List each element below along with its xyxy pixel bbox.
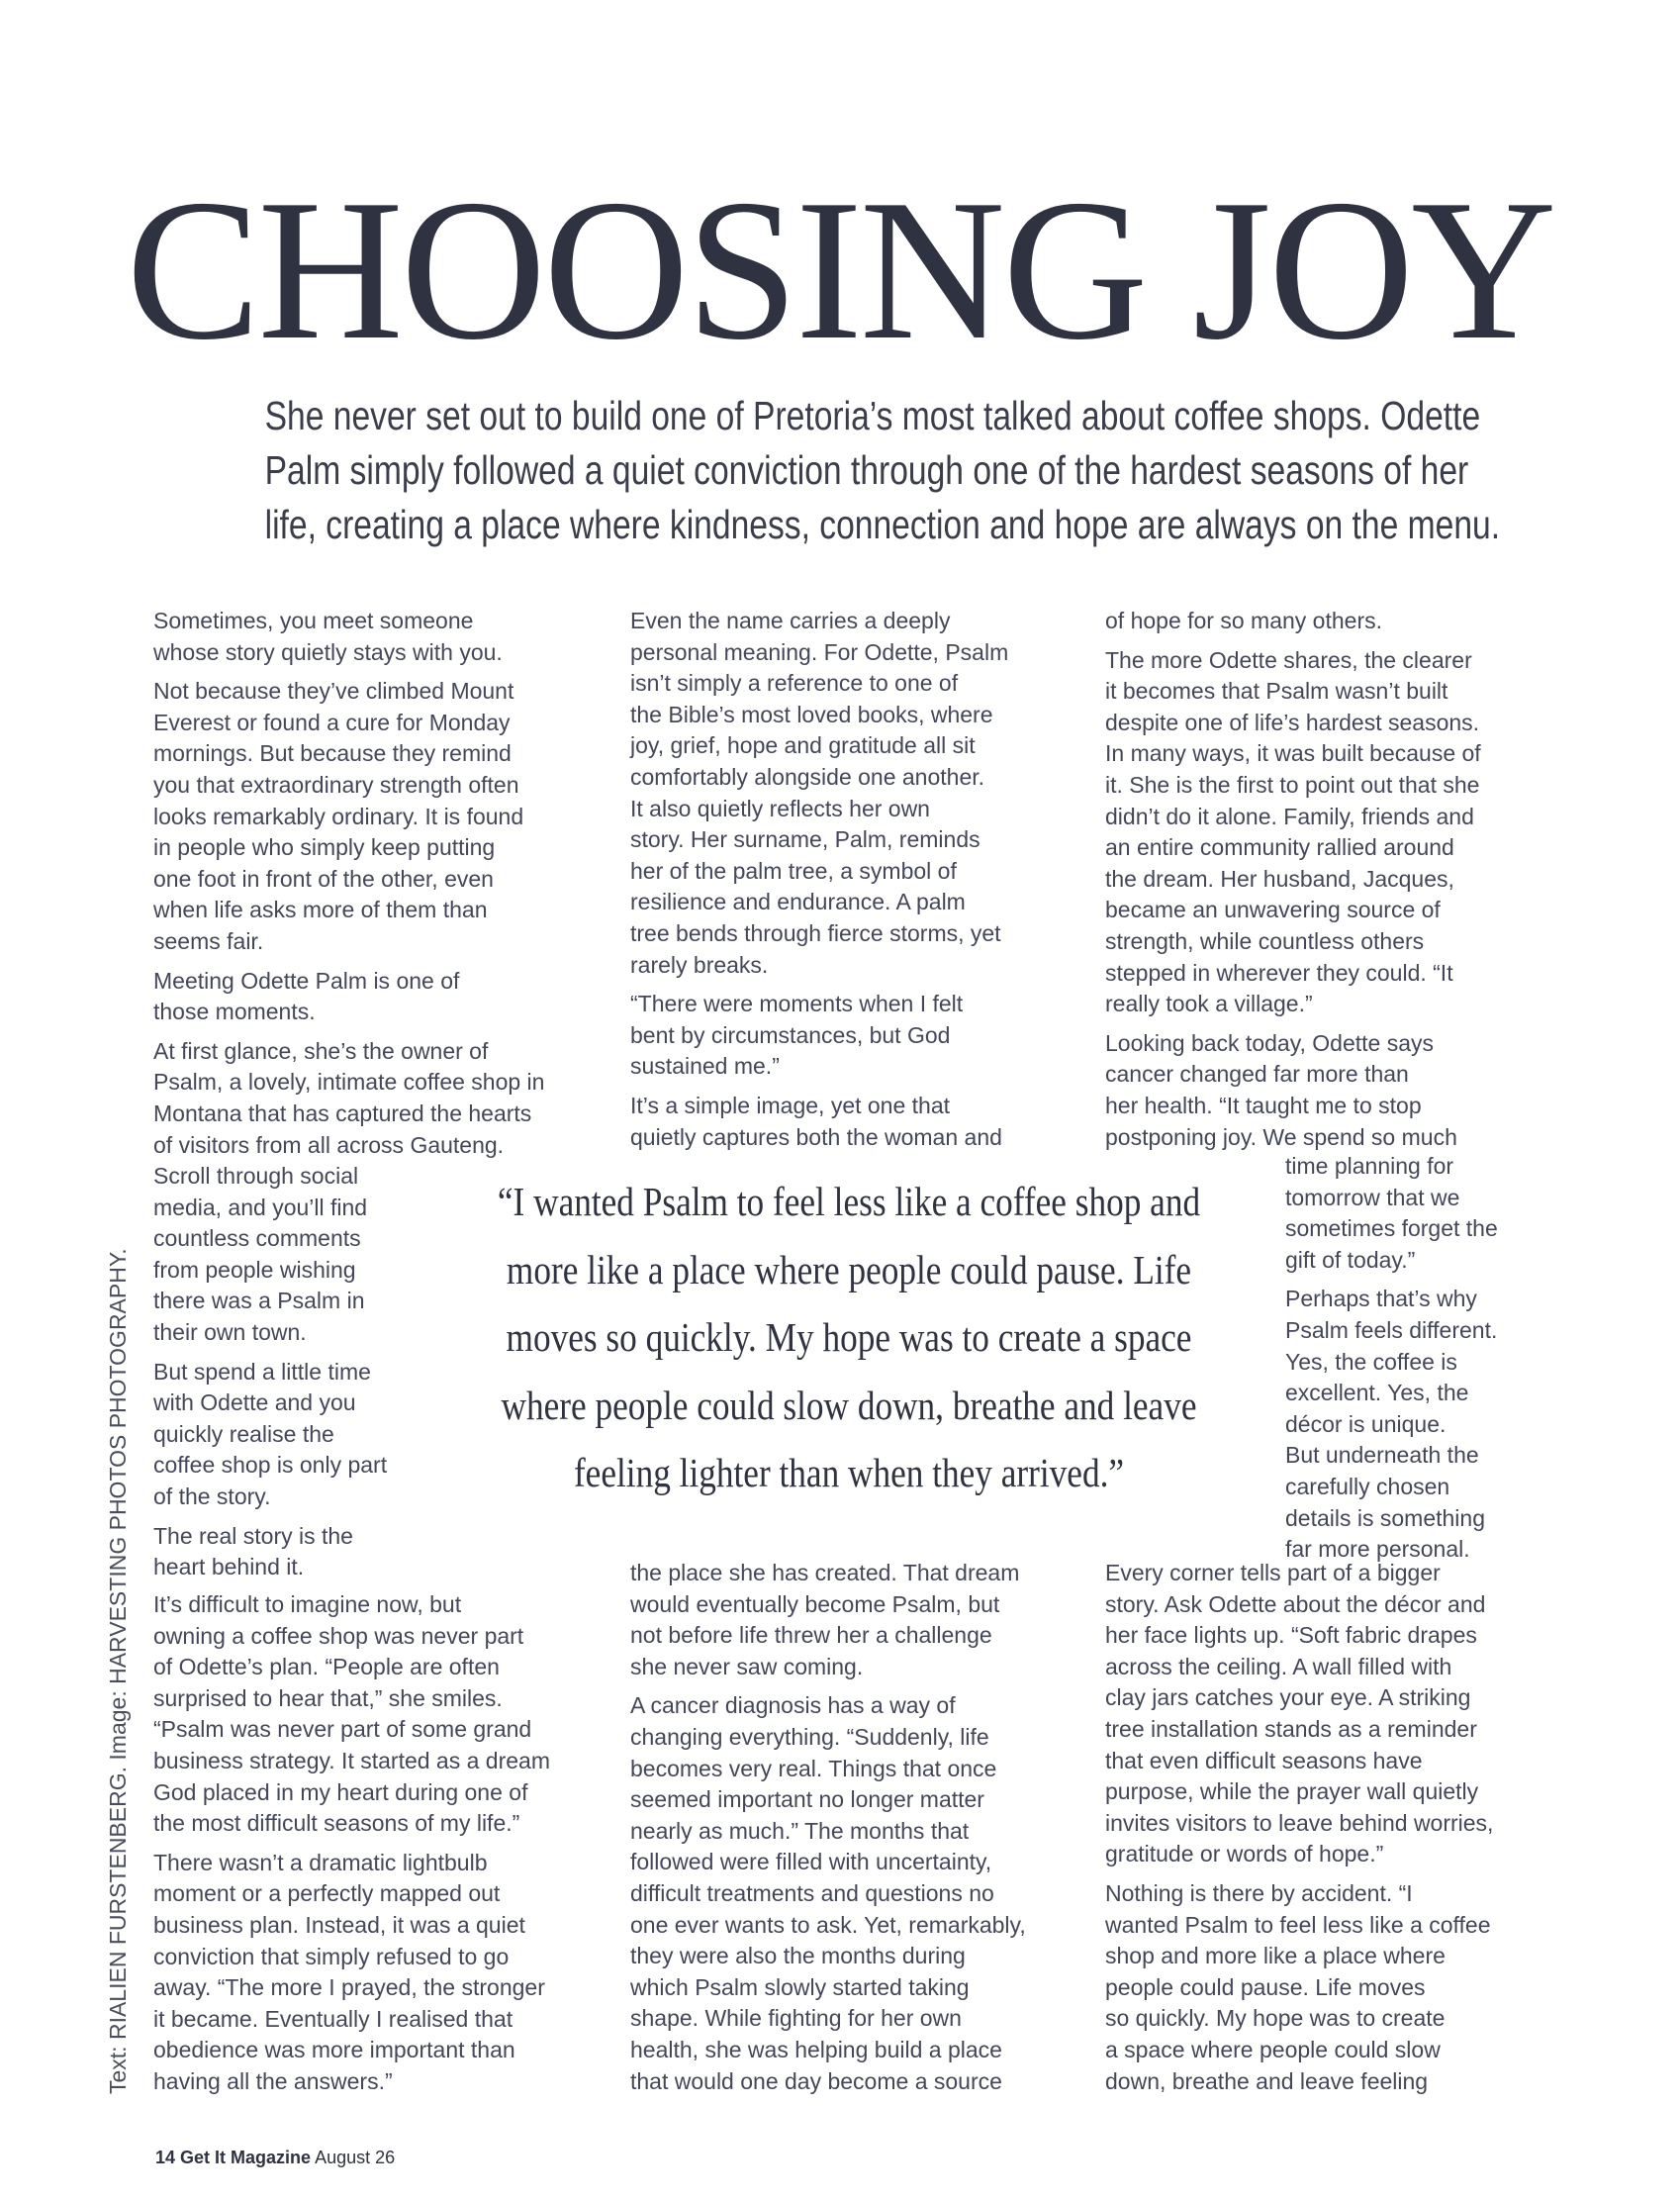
text-line: of hope for so many others.: [1105, 608, 1382, 633]
column-3-narrow: [1285, 1151, 1498, 1574]
text-line: Even the name carries a deeply: [630, 608, 951, 633]
text-line: there was a Psalm in: [153, 1288, 365, 1314]
text-line: cancer changed far more than: [1105, 1061, 1409, 1088]
article-paragraph: [1285, 1284, 1498, 1565]
text-line: tomorrow that we: [1285, 1184, 1460, 1210]
column-1-top: [153, 606, 544, 1169]
text-line: Psalm, a lovely, intimate coffee shop in: [153, 1069, 545, 1096]
pull-quote-line: moves so quickly. My hope was to create a space: [506, 1314, 1192, 1360]
text-line: looks remarkably ordinary. It is found: [153, 803, 524, 829]
text-line: becomes very real. Things that once: [630, 1755, 997, 1781]
text-line: comfortably alongside one another.: [630, 763, 985, 790]
text-line: became an unwavering source of: [1105, 897, 1441, 923]
article-paragraph: [153, 1357, 387, 1513]
text-line: The more Odette shares, the clearer: [1105, 646, 1472, 673]
article-paragraph: [630, 1558, 1026, 1682]
standfirst-line: life, creating a place where kindness, connection and hope are always on the menu.: [264, 502, 1501, 547]
photo-credit: Text: RIALIEN FURSTENBERG. Image: HARVESTING PHOTOS PHOTOGRAPHY.: [105, 1248, 131, 2094]
text-line: people could pause. Life moves: [1105, 1973, 1426, 2000]
text-line: nearly as much.” The months that: [630, 1817, 970, 1844]
article-paragraph: [1285, 1151, 1498, 1276]
text-line: Yes, the coffee is: [1285, 1348, 1457, 1375]
article-paragraph: [1105, 1558, 1493, 1870]
article-paragraph: [1105, 1878, 1493, 2097]
article-paragraph: [630, 989, 1008, 1083]
text-line: Looking back today, Odette says: [1105, 1029, 1434, 1056]
text-line: quietly captures both the woman and: [630, 1123, 1002, 1150]
text-line: strength, while countless others: [1105, 927, 1425, 954]
text-line: isn’t simply a reference to one of: [630, 670, 959, 697]
text-line: across the ceiling. A wall filled with: [1105, 1653, 1452, 1679]
text-line: time planning for: [1285, 1153, 1454, 1179]
column-1-bottom: [153, 1589, 550, 2106]
text-line: “Psalm was never part of some grand: [153, 1716, 532, 1743]
text-line: difficult treatments and questions no: [630, 1879, 994, 1906]
article-paragraph: [153, 676, 544, 957]
column-1-narrow: [153, 1161, 387, 1591]
text-line: story. Her surname, Palm, reminds: [630, 826, 980, 853]
text-line: A cancer diagnosis has a way of: [630, 1692, 956, 1719]
text-line: Meeting Odette Palm is one of: [153, 967, 460, 994]
text-line: Montana that has captured the hearts: [153, 1100, 532, 1126]
article-paragraph: [153, 1848, 550, 2098]
text-line: those moments.: [153, 999, 316, 1025]
text-line: the Bible’s most loved books, where: [630, 701, 993, 727]
text-line: they were also the months during: [630, 1943, 966, 1969]
text-line: with Odette and you: [153, 1389, 356, 1416]
article-paragraph: [153, 1161, 387, 1349]
text-line: It’s difficult to imagine now, but: [153, 1591, 462, 1617]
text-line: changing everything. “Suddenly, life: [630, 1723, 989, 1750]
text-line: details is something: [1285, 1504, 1485, 1531]
text-line: Perhaps that’s why: [1285, 1286, 1477, 1312]
text-line: coffee shop is only part: [153, 1452, 388, 1479]
text-line: in people who simply keep putting: [153, 834, 496, 861]
text-line: her of the palm tree, a symbol of: [630, 857, 957, 884]
text-line: an entire community rallied around: [1105, 834, 1454, 861]
article-paragraph: [153, 1521, 387, 1583]
text-line: you that extraordinary strength often: [153, 771, 519, 798]
text-line: it becomes that Psalm wasn’t built: [1105, 678, 1448, 705]
text-line: tree bends through fierce storms, yet: [630, 919, 1001, 946]
text-line: resilience and endurance. A palm: [630, 889, 966, 915]
text-line: not before life threw her a challenge: [630, 1622, 992, 1649]
text-line: Scroll through social: [153, 1163, 359, 1189]
standfirst-line: She never set out to build one of Pretoria’s most talked about coffee shops. Odette: [264, 393, 1481, 438]
text-line: so quickly. My hope was to create: [1105, 2005, 1446, 2032]
text-line: Sometimes, you meet someone: [153, 608, 474, 633]
text-line: followed were filled with uncertainty,: [630, 1849, 992, 1875]
text-line: didn’t do it alone. Family, friends and: [1105, 803, 1474, 829]
text-line: bent by circumstances, but God: [630, 1021, 951, 1048]
text-line: she never saw coming.: [630, 1653, 864, 1679]
text-line: one foot in front of the other, even: [153, 865, 494, 892]
text-line: “There were moments when I felt: [630, 991, 964, 1017]
text-line: would eventually become Psalm, but: [630, 1590, 1000, 1617]
text-line: shop and more like a place where: [1105, 1943, 1446, 1969]
text-line: whose story quietly stays with you.: [153, 638, 503, 665]
headline: CHOOSING JOY: [126, 158, 1554, 382]
pull-quote-line: “I wanted Psalm to feel less like a coffee shop and: [497, 1179, 1201, 1224]
text-line: personal meaning. For Odette, Psalm: [630, 638, 1009, 665]
text-line: joy, grief, hope and gratitude all sit: [630, 732, 976, 759]
text-line: away. “The more I prayed, the stronger: [153, 1974, 545, 2001]
text-line: down, breathe and leave feeling: [1105, 2067, 1429, 2094]
text-line: postponing joy. We spend so much: [1105, 1123, 1457, 1150]
text-line: seems fair.: [153, 927, 264, 954]
text-line: wanted Psalm to feel less like a coffee: [1105, 1911, 1491, 1938]
text-line: seemed important no longer matter: [630, 1786, 984, 1813]
text-line: mornings. But because they remind: [153, 740, 512, 767]
column-2-top: [630, 606, 1008, 1161]
text-line: quickly realise the: [153, 1420, 334, 1447]
column-3-top: [1105, 606, 1481, 1161]
text-line: carefully chosen: [1285, 1473, 1450, 1499]
magazine-name: Get It Magazine: [180, 2148, 312, 2167]
text-line: it became. Eventually I realised that: [153, 2005, 513, 2032]
article-paragraph: [630, 606, 1008, 981]
text-line: of Odette’s plan. “People are often: [153, 1654, 500, 1680]
text-line: of the story.: [153, 1483, 271, 1509]
page-number: 14: [155, 2148, 176, 2167]
text-line: from people wishing: [153, 1256, 356, 1283]
text-line: business plan. Instead, it was a quiet: [153, 1911, 525, 1938]
column-2-bottom: [630, 1558, 1026, 2105]
text-line: gratitude or words of hope.”: [1105, 1841, 1384, 1867]
text-line: her face lights up. “Soft fabric drapes: [1105, 1622, 1477, 1649]
text-line: shape. While fighting for her own: [630, 2005, 962, 2032]
standfirst-line: Palm simply followed a quiet conviction through one of the hardest seasons of her: [264, 447, 1469, 493]
text-line: sometimes forget the: [1285, 1215, 1498, 1242]
text-line: In many ways, it was built because of: [1105, 740, 1481, 767]
issue-date: August 26: [315, 2148, 396, 2167]
text-line: far more personal.: [1285, 1536, 1470, 1563]
article-paragraph: [153, 1589, 550, 1840]
text-line: despite one of life’s hardest seasons.: [1105, 709, 1480, 735]
text-line: obedience was more important than: [153, 2037, 515, 2063]
text-line: stepped in wherever they could. “It: [1105, 959, 1453, 986]
text-line: Psalm feels different.: [1285, 1316, 1498, 1343]
text-line: The real story is the: [153, 1522, 353, 1549]
text-line: But underneath the: [1285, 1442, 1479, 1469]
text-line: gift of today.”: [1285, 1246, 1416, 1273]
pull-quote-line: where people could slow down, breathe and leave: [501, 1382, 1197, 1428]
text-line: God placed in my heart during one of: [153, 1778, 528, 1805]
text-line: her health. “It taught me to stop: [1105, 1092, 1422, 1118]
text-line: moment or a perfectly mapped out: [153, 1880, 501, 1907]
text-line: Not because they’ve climbed Mount: [153, 678, 514, 705]
text-line: owning a coffee shop was never part: [153, 1622, 524, 1649]
text-line: of visitors from all across Gauteng.: [153, 1131, 505, 1158]
text-line: conviction that simply refused to go: [153, 1943, 510, 1969]
text-line: which Psalm slowly started taking: [630, 1973, 970, 2000]
text-line: one ever wants to ask. Yet, remarkably,: [630, 1911, 1026, 1938]
text-line: tree installation stands as a reminder: [1105, 1715, 1477, 1742]
text-line: media, and you’ll find: [153, 1194, 368, 1220]
article-paragraph: [153, 966, 544, 1028]
article-paragraph: [1105, 1028, 1481, 1153]
text-line: Everest or found a cure for Monday: [153, 709, 511, 735]
text-line: There wasn’t a dramatic lightbulb: [153, 1849, 488, 1875]
text-line: heart behind it.: [153, 1554, 305, 1580]
standfirst: [264, 389, 1501, 552]
text-line: décor is unique.: [1285, 1410, 1447, 1437]
text-line: a space where people could slow: [1105, 2036, 1441, 2062]
text-line: really took a village.”: [1105, 991, 1313, 1017]
text-line: purpose, while the prayer wall quietly: [1105, 1778, 1479, 1805]
text-line: Nothing is there by accident. “I: [1105, 1879, 1413, 1906]
text-line: the dream. Her husband, Jacques,: [1105, 865, 1454, 892]
article-paragraph: [153, 1036, 544, 1161]
text-line: that would one day become a source: [630, 2067, 1002, 2094]
text-line: their own town.: [153, 1318, 307, 1345]
column-3-bottom: [1105, 1558, 1493, 2105]
article-paragraph: [153, 606, 544, 668]
text-line: countless comments: [153, 1225, 361, 1252]
text-line: it. She is the first to point out that she: [1105, 771, 1480, 798]
text-line: surprised to hear that,” she smiles.: [153, 1684, 503, 1711]
text-line: clay jars catches your eye. A striking: [1105, 1684, 1471, 1711]
pull-quote-line: feeling lighter than when they arrived.”: [573, 1450, 1125, 1495]
text-line: Every corner tells part of a bigger: [1105, 1560, 1441, 1585]
text-line: It’s a simple image, yet one that: [630, 1092, 951, 1118]
text-line: the most difficult seasons of my life.”: [153, 1810, 520, 1837]
text-line: the place she has created. That dream: [630, 1560, 1020, 1585]
text-line: At first glance, she’s the owner of: [153, 1037, 489, 1064]
article-paragraph: [1105, 606, 1481, 637]
article-paragraph: [630, 1690, 1026, 2097]
text-line: when life asks more of them than: [153, 897, 488, 923]
text-line: story. Ask Odette about the décor and: [1105, 1590, 1486, 1617]
text-line: health, she was helping build a place: [630, 2036, 1002, 2062]
text-line: excellent. Yes, the: [1285, 1380, 1469, 1406]
pull-quote-line: more like a place where people could pause. Life: [506, 1246, 1192, 1292]
article-paragraph: [630, 1091, 1008, 1153]
text-line: rarely breaks.: [630, 951, 769, 978]
text-line: It also quietly reflects her own: [630, 795, 930, 821]
text-line: business strategy. It started as a dream: [153, 1747, 550, 1773]
page-footer: [155, 2148, 395, 2168]
text-line: invites visitors to leave behind worries,: [1105, 1809, 1494, 1836]
pull-quote: [485, 1168, 1213, 1507]
text-line: that even difficult seasons have: [1105, 1747, 1423, 1773]
article-paragraph: [1105, 645, 1481, 1020]
text-line: having all the answers.”: [153, 2067, 393, 2094]
text-line: But spend a little time: [153, 1358, 371, 1385]
text-line: sustained me.”: [630, 1053, 780, 1080]
